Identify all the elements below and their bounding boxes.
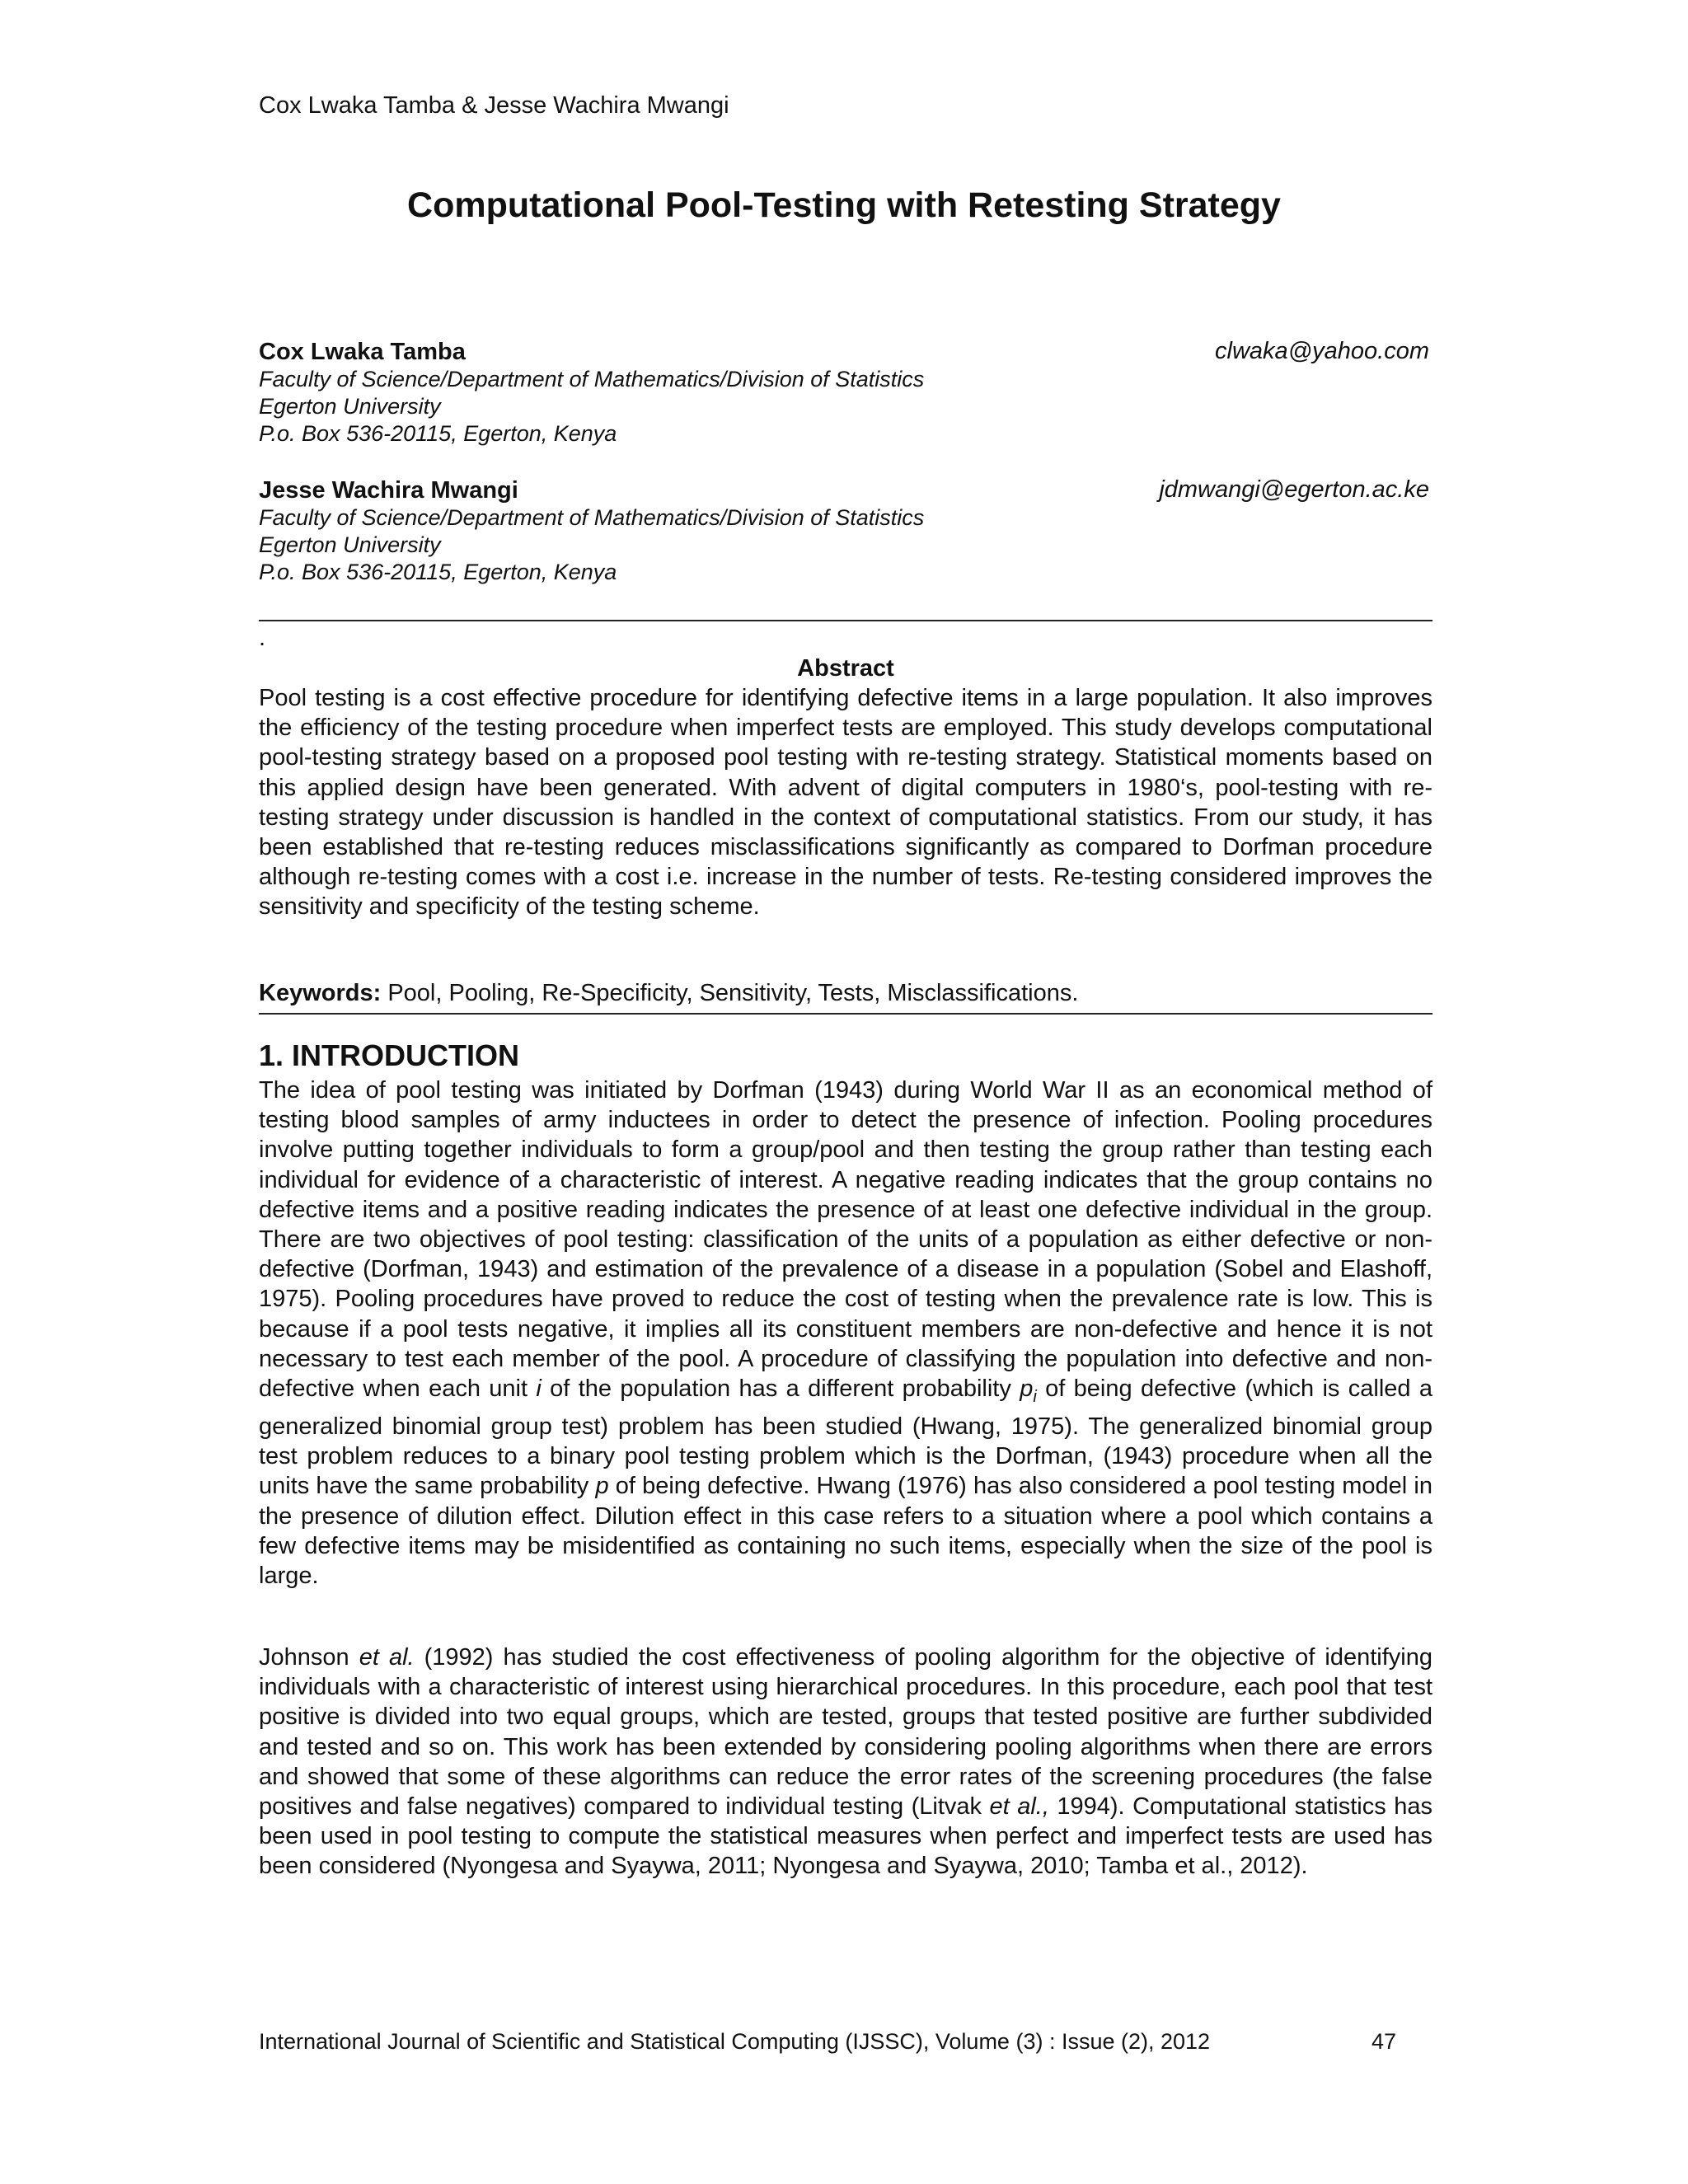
keywords-list: Pool, Pooling, Re-Specificity, Sensitivity, Tests, Misclassifications. <box>381 980 1079 1006</box>
running-header: Cox Lwaka Tamba & Jesse Wachira Mwangi <box>259 92 729 119</box>
author-email[interactable]: jdmwangi@egerton.ac.ke <box>1159 476 1429 503</box>
keywords <box>259 978 1078 1008</box>
intro-paragraph-2: Johnson et al. (1992) has studied the cost effectiveness of pooling algorithm for the objective of identifying individuals with a characteristic of interest using hierarchical procedures. In this procedure, each pool that test positive is divided into two equal groups, which are tested, groups that tested positive are further subdivided and tested and so on. This work has been extended by considering pooling algorithms when there are errors and showed that some of these algorithms can reduce the error rates of the screening procedures (the false positives and false negatives) compared to individual testing (Litvak et al., 1994). Computational statistics has been used in pool testing to compute the statistical measures when perfect and imperfect tests are used has been considered (Nyongesa and Syaywa, 2011; Nyongesa and Syaywa, 2010; Tamba et al., 2012). <box>259 1644 1433 1880</box>
author-name: Cox Lwaka Tamba <box>259 339 466 365</box>
author-address: P.o. Box 536-20115, Egerton, Kenya <box>259 560 617 584</box>
divider-top <box>259 620 1432 621</box>
author-affiliation: Faculty of Science/Department of Mathematics/Division of Statistics <box>259 367 925 391</box>
paper-title: Computational Pool-Testing with Retesting Strategy <box>407 185 1281 225</box>
author-institution: Egerton University <box>259 532 441 557</box>
intro-paragraph-1: The idea of pool testing was initiated by Dorfman (1943) during World War II as an economical method of testing blood samples of army inductees in order to detect the presence of infection. Pooling procedures involve putting together individuals to form a group/pool and then testing the group rather than testing each individual for evidence of a characteristic of interest. A negative reading indicates that the group contains no defective items and a positive reading indicates the presence of at least one defective individual in the group. There are two objectives of pool testing: classification of the units of a population as either defective or non-defective (Dorfman, 1943) and estimation of the prevalence of a disease in a population (Sobel and Elashoff, 1975). Pooling procedures have proved to reduce the cost of testing when the prevalence rate is low. This is because if a pool tests negative, it implies all its constituent members are non-defective and hence it is not necessary to test each member of the pool. A procedure of classifying the population into defective and non-defective when each unit i of the population has a different probability $p_i$ of being defective (which is called a generalized binomial group test) problem has been studied (Hwang, 1975). The generalized binomial group test problem reduces to a binary pool testing problem which is the Dorfman, (1943) procedure when all the units have the same probability p of being defective. Hwang (1976) has also considered a pool testing model in the presence of dilution effect. Dilution effect in this case refers to a situation where a pool which contains a few defective items may be misidentified as containing no such items, especially when the size of the pool is large. <box>259 1077 1432 1590</box>
author-address: P.o. Box 536-20115, Egerton, Kenya <box>259 421 617 446</box>
abstract-text: Pool testing is a cost effective procedure for identifying defective items in a large population. It also improves the efficiency of the testing procedure when imperfect tests are employed. This study develops computational pool-testing strategy based on a proposed pool testing with re-testing strategy. Statistical moments based on this applied design have been generated. With advent of digital computers in 1980‘s, pool-testing with re-testing strategy under discussion is handled in the context of computational statistics. From our study, it has been established that re-testing reduces misclassifications significantly as compared to Dorfman procedure although re-testing comes with a cost i.e. increase in the number of tests. Re-testing considered improves the sensitivity and specificity of the testing scheme. <box>259 685 1432 921</box>
author-email[interactable]: clwaka@yahoo.com <box>1215 338 1429 364</box>
abstract-heading: Abstract <box>797 655 894 682</box>
author-block-2 <box>259 476 1429 586</box>
author-block-1 <box>259 338 1429 448</box>
divider-bottom <box>259 1013 1432 1015</box>
stray-mark: . <box>259 625 266 651</box>
author-institution: Egerton University <box>259 394 441 419</box>
author-affiliation: Faculty of Science/Department of Mathematics/Division of Statistics <box>259 505 925 530</box>
author-name: Jesse Wachira Mwangi <box>259 477 518 504</box>
section-heading: 1. INTRODUCTION <box>259 1038 520 1072</box>
page-number: 47 <box>1372 2029 1397 2054</box>
keywords-label: Keywords: <box>259 980 382 1006</box>
footer-citation: International Journal of Scientific and Statistical Computing (IJSSC), Volume (3) : Issue (2), 2012 <box>259 2029 1211 2054</box>
